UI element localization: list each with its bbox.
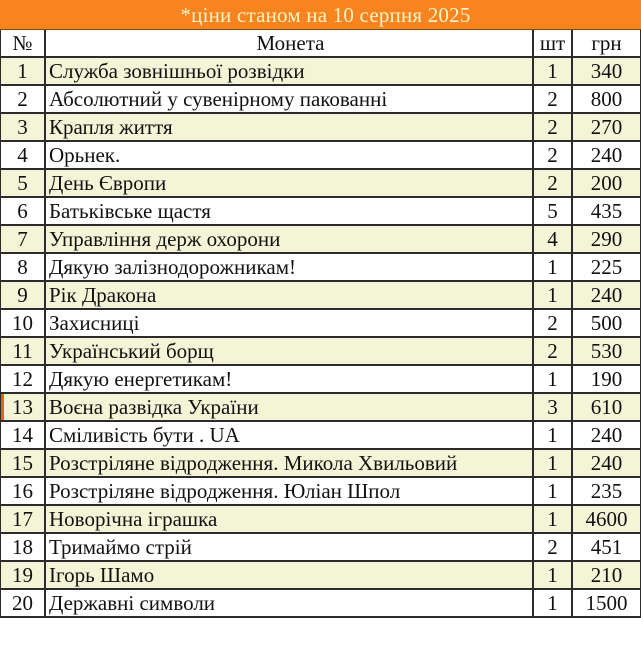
- table-row: [1, 533, 641, 561]
- row-number[interactable]: 4: [1, 141, 46, 169]
- quantity-cell[interactable]: 2: [533, 309, 572, 337]
- quantity-cell[interactable]: 1: [533, 57, 572, 85]
- header-quantity: шт: [533, 30, 572, 57]
- table-row: [1, 253, 641, 281]
- price-cell[interactable]: 4600: [572, 505, 641, 533]
- table-row: [1, 197, 641, 225]
- coin-name[interactable]: Крапля життя: [45, 113, 533, 141]
- table-row: [1, 393, 641, 421]
- row-number[interactable]: 5: [1, 169, 46, 197]
- price-cell[interactable]: 210: [572, 561, 641, 589]
- header-row: [1, 30, 641, 57]
- coin-name[interactable]: Орьнек.: [45, 141, 533, 169]
- coin-name[interactable]: Управління держ охорони: [45, 225, 533, 253]
- table-row: [1, 141, 641, 169]
- coin-name[interactable]: Служба зовнішньої розвідки: [45, 57, 533, 85]
- quantity-cell[interactable]: 3: [533, 393, 572, 421]
- price-cell[interactable]: 190: [572, 365, 641, 393]
- coin-name[interactable]: Державні символи: [45, 589, 533, 617]
- row-number[interactable]: 3: [1, 113, 46, 141]
- price-cell[interactable]: 530: [572, 337, 641, 365]
- price-cell[interactable]: 610: [572, 393, 641, 421]
- row-number[interactable]: 17: [1, 505, 46, 533]
- coin-name[interactable]: Український борщ: [45, 337, 533, 365]
- table-row: [1, 421, 641, 449]
- price-cell[interactable]: 240: [572, 141, 641, 169]
- quantity-cell[interactable]: 1: [533, 449, 572, 477]
- row-number[interactable]: 18: [1, 533, 46, 561]
- price-cell[interactable]: 235: [572, 477, 641, 505]
- table-row: [1, 561, 641, 589]
- coin-name[interactable]: Новорічна іграшка: [45, 505, 533, 533]
- row-number[interactable]: 19: [1, 561, 46, 589]
- title-banner: *ціни станом на 10 серпня 2025: [0, 0, 641, 30]
- coin-name[interactable]: Воєна развідка України: [45, 393, 533, 421]
- price-cell[interactable]: 200: [572, 169, 641, 197]
- quantity-cell[interactable]: 2: [533, 337, 572, 365]
- coin-name[interactable]: Тримаймо стрій: [45, 533, 533, 561]
- coin-name[interactable]: Дякую енергетикам!: [45, 365, 533, 393]
- table-row: [1, 281, 641, 309]
- row-number[interactable]: 10: [1, 309, 46, 337]
- row-number[interactable]: 1: [1, 57, 46, 85]
- table-row: [1, 365, 641, 393]
- row-number[interactable]: 16: [1, 477, 46, 505]
- price-cell[interactable]: 435: [572, 197, 641, 225]
- price-cell[interactable]: 340: [572, 57, 641, 85]
- quantity-cell[interactable]: 1: [533, 505, 572, 533]
- quantity-cell[interactable]: 2: [533, 533, 572, 561]
- price-cell[interactable]: 270: [572, 113, 641, 141]
- price-cell[interactable]: 1500: [572, 589, 641, 617]
- coin-name[interactable]: Ігорь Шамо: [45, 561, 533, 589]
- quantity-cell[interactable]: 1: [533, 365, 572, 393]
- table-row: [1, 169, 641, 197]
- header-number: №: [1, 30, 46, 57]
- row-number[interactable]: 7: [1, 225, 46, 253]
- quantity-cell[interactable]: 2: [533, 113, 572, 141]
- table-row: [1, 505, 641, 533]
- header-coin: Монета: [45, 30, 533, 57]
- table-row: [1, 113, 641, 141]
- quantity-cell[interactable]: 5: [533, 197, 572, 225]
- price-cell[interactable]: 240: [572, 449, 641, 477]
- quantity-cell[interactable]: 2: [533, 141, 572, 169]
- coin-name[interactable]: Рік Дракона: [45, 281, 533, 309]
- price-cell[interactable]: 800: [572, 85, 641, 113]
- row-number[interactable]: 15: [1, 449, 46, 477]
- quantity-cell[interactable]: 2: [533, 85, 572, 113]
- quantity-cell[interactable]: 2: [533, 169, 572, 197]
- price-cell[interactable]: 240: [572, 421, 641, 449]
- row-number[interactable]: 12: [1, 365, 46, 393]
- coin-price-table: [0, 30, 641, 618]
- coin-name[interactable]: День Європи: [45, 169, 533, 197]
- row-number[interactable]: 20: [1, 589, 46, 617]
- row-number[interactable]: 2: [1, 85, 46, 113]
- row-number[interactable]: 9: [1, 281, 46, 309]
- coin-name[interactable]: Абсолютний у сувенірному пакованні: [45, 85, 533, 113]
- row-number[interactable]: 8: [1, 253, 46, 281]
- row-number[interactable]: 13: [1, 393, 46, 421]
- table-row: [1, 225, 641, 253]
- coin-name[interactable]: Дякую залізнодорожникам!: [45, 253, 533, 281]
- quantity-cell[interactable]: 1: [533, 253, 572, 281]
- table-row: [1, 309, 641, 337]
- table-row: [1, 57, 641, 85]
- row-number[interactable]: 6: [1, 197, 46, 225]
- coin-name[interactable]: Розстріляне відродження. Микола Хвильовий: [45, 449, 533, 477]
- quantity-cell[interactable]: 1: [533, 421, 572, 449]
- coin-name[interactable]: Батьківське щастя: [45, 197, 533, 225]
- price-cell[interactable]: 451: [572, 533, 641, 561]
- price-cell[interactable]: 240: [572, 281, 641, 309]
- table-row: [1, 477, 641, 505]
- quantity-cell[interactable]: 1: [533, 477, 572, 505]
- table-row: [1, 85, 641, 113]
- quantity-cell[interactable]: 4: [533, 225, 572, 253]
- price-cell[interactable]: 290: [572, 225, 641, 253]
- quantity-cell[interactable]: 1: [533, 589, 572, 617]
- header-price: грн: [572, 30, 641, 57]
- coin-name[interactable]: Розстріляне відродження. Юліан Шпол: [45, 477, 533, 505]
- price-cell[interactable]: 225: [572, 253, 641, 281]
- coin-name[interactable]: Захисниці: [45, 309, 533, 337]
- row-number[interactable]: 11: [1, 337, 46, 365]
- quantity-cell[interactable]: 1: [533, 281, 572, 309]
- table-row: [1, 337, 641, 365]
- table-row: [1, 449, 641, 477]
- coin-name[interactable]: Сміливість бути . UA: [45, 421, 533, 449]
- price-cell[interactable]: 500: [572, 309, 641, 337]
- quantity-cell[interactable]: 1: [533, 561, 572, 589]
- row-number[interactable]: 14: [1, 421, 46, 449]
- table-row: [1, 589, 641, 617]
